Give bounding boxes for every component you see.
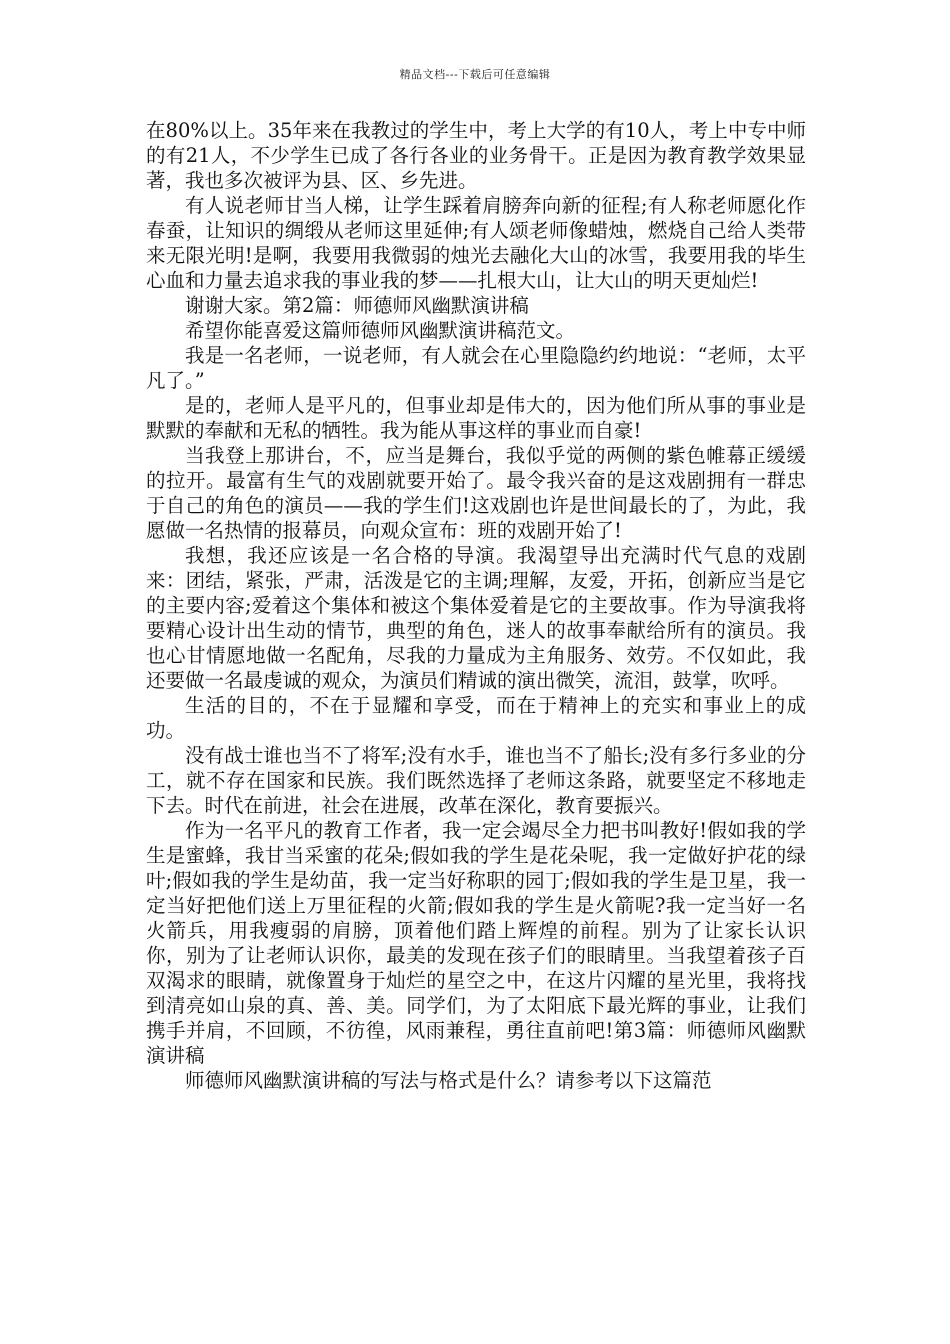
paragraph: 希望你能喜爱这篇师德师风幽默演讲稿范文。 [185, 319, 576, 342]
paragraph: 当我登上那讲台，不，应当是舞台，我似乎觉的两侧的紫色帷幕正缓缓的拉开。最富有生气的戏剧就要开始了。最令我兴奋的是这戏剧拥有一群忠于自己的角色的演员——我的学生们!这戏剧也许是世间最长的了，为此，我愿做一名热情的报幕员，向观众宣布：班的戏剧开始了! [146, 444, 806, 542]
paragraph: 作为一名平凡的教育工作者，我一定会竭尽全力把书叫教好!假如我的学生是蜜蜂，我甘当采蜜的花朵;假如我的学生是花朵呢，我一定做好护花的绿叶;假如我的学生是幼苗，我一定当好称职的园丁;假如我的学生是卫星，我一定当好把他们送上万里征程的火箭;假如我的学生是火箭呢?我一定当好一名火箭兵，用我瘦弱的肩膀，顶着他们踏上辉煌的前程。别为了让家长认识你，别为了让老师认识你，最美的发现在孩子们的眼睛里。当我望着孩子百双渴求的眼睛，就像置身于灿烂的星空之中，在这片闪耀的星光里，我将找到清亮如山泉的真、善、美。同学们，为了太阳底下最光辉的事业，让我们携手并肩，不回顾，不彷徨，风雨兼程，勇往直前吧!第3篇：师德师风幽默演讲稿 [146, 819, 806, 1067]
paragraph: 我是一名老师，一说老师，有人就会在心里隐隐约约地说：“老师，太平凡了。” [146, 344, 806, 392]
paragraph: 生活的目的，不在于显耀和享受，而在于精神上的充实和事业上的成功。 [146, 694, 806, 742]
paragraph: 在80%以上。35年来在我教过的学生中，考上大学的有10人，考上中专中师的有21人，不少学生已成了各行各业的业务骨干。正是因为教育教学效果显著，我也多次被评为县、区、乡先进。 [146, 119, 806, 192]
document-body [146, 118, 806, 1093]
page-header: 精品文档---下载后可任意编辑 [399, 68, 551, 81]
paragraph: 我想，我还应该是一名合格的导演。我渴望导出充满时代气息的戏剧来：团结，紧张，严肃，活泼是它的主调;理解，友爱，开拓，创新应当是它的主要内容;爱着这个集体和被这个集体爱着是它的主要故事。作为导演我将要精心设计出生动的情节，典型的角色，迷人的故事奉献给所有的演员。我也心甘情愿地做一名配角，尽我的力量成为主角服务、效劳。不仅如此，我还要做一名最虔诚的观众，为演员们精诚的演出微笑，流泪，鼓掌，吹呼。 [146, 544, 806, 692]
paragraph: 没有战士谁也当不了将军;没有水手，谁也当不了船长;没有多行多业的分工，就不存在国家和民族。我们既然选择了老师这条路，就要坚定不移地走下去。时代在前进，社会在进展，改革在深化，教育要振兴。 [146, 744, 806, 817]
paragraph: 有人说老师甘当人梯，让学生踩着肩膀奔向新的征程;有人称老师愿化作春蚕，让知识的绸缎从老师这里延伸;有人颂老师像蜡烛，燃烧自己给人类带来无限光明!是啊，我要用我微弱的烛光去融化大山的冰雪，我要用我的毕生心血和力量去追求我的事业我的梦——扎根大山，让大山的明天更灿烂! [146, 194, 806, 292]
paragraph: 师德师风幽默演讲稿的写法与格式是什么？请参考以下这篇范 [185, 1069, 712, 1092]
paragraph: 是的，老师人是平凡的，但事业却是伟大的，因为他们所从事的事业是默默的奉献和无私的牺牲。我为能从事这样的事业而自豪! [146, 394, 806, 442]
paragraph: 谢谢大家。第2篇：师德师风幽默演讲稿 [185, 294, 529, 317]
